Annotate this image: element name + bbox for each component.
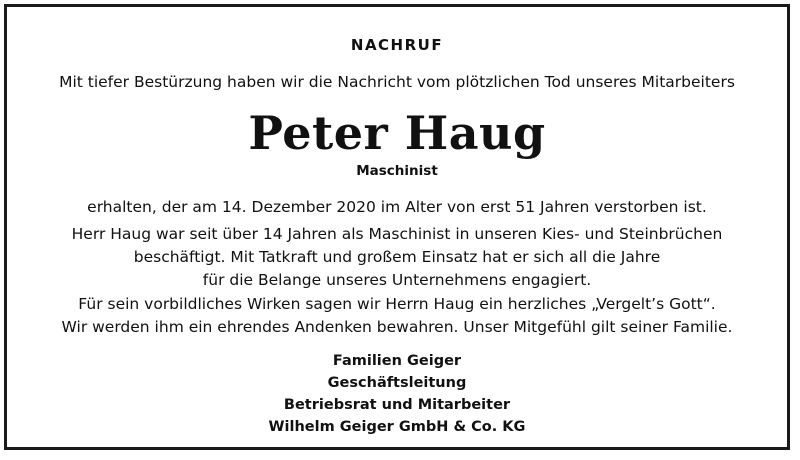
tribute-paragraph bbox=[7, 223, 787, 292]
signer: Geschäftsleitung bbox=[327, 375, 467, 391]
tribute-line: Herr Haug war seit über 14 Jahren als Maschinist in unseren Kies- und Steinbrüchen bbox=[71, 225, 723, 243]
signers-block bbox=[7, 350, 787, 438]
obituary-notice bbox=[4, 4, 790, 450]
signer: Familien Geiger bbox=[332, 353, 462, 369]
tribute-line: für die Belange unseres Unternehmens engagiert. bbox=[202, 271, 592, 289]
intro-text: Mit tiefer Bestürzung haben wir die Nachricht vom plötzlichen Tod unseres Mitarbeiters bbox=[59, 73, 735, 91]
tribute-line: beschäftigt. Mit Tatkraft und großem Einsatz hat er sich all die Jahre bbox=[133, 248, 661, 266]
gratitude-paragraph bbox=[7, 293, 787, 339]
signer: Wilhelm Geiger GmbH & Co. KG bbox=[268, 419, 526, 435]
death-statement: erhalten, der am 14. Dezember 2020 im Alter von erst 51 Jahren verstorben ist. bbox=[87, 198, 707, 216]
deceased-role: Maschinist bbox=[356, 163, 438, 179]
signer: Betriebsrat und Mitarbeiter bbox=[283, 397, 511, 413]
gratitude-line: Für sein vorbildliches Wirken sagen wir Herrn Haug ein herzliches „Vergelt’s Gott“. bbox=[78, 295, 716, 313]
gratitude-line: Wir werden ihm ein ehrendes Andenken bewahren. Unser Mitgefühl gilt seiner Familie. bbox=[61, 318, 733, 336]
notice-heading: NACHRUF bbox=[350, 36, 444, 54]
deceased-name: Peter Haug bbox=[248, 106, 546, 160]
